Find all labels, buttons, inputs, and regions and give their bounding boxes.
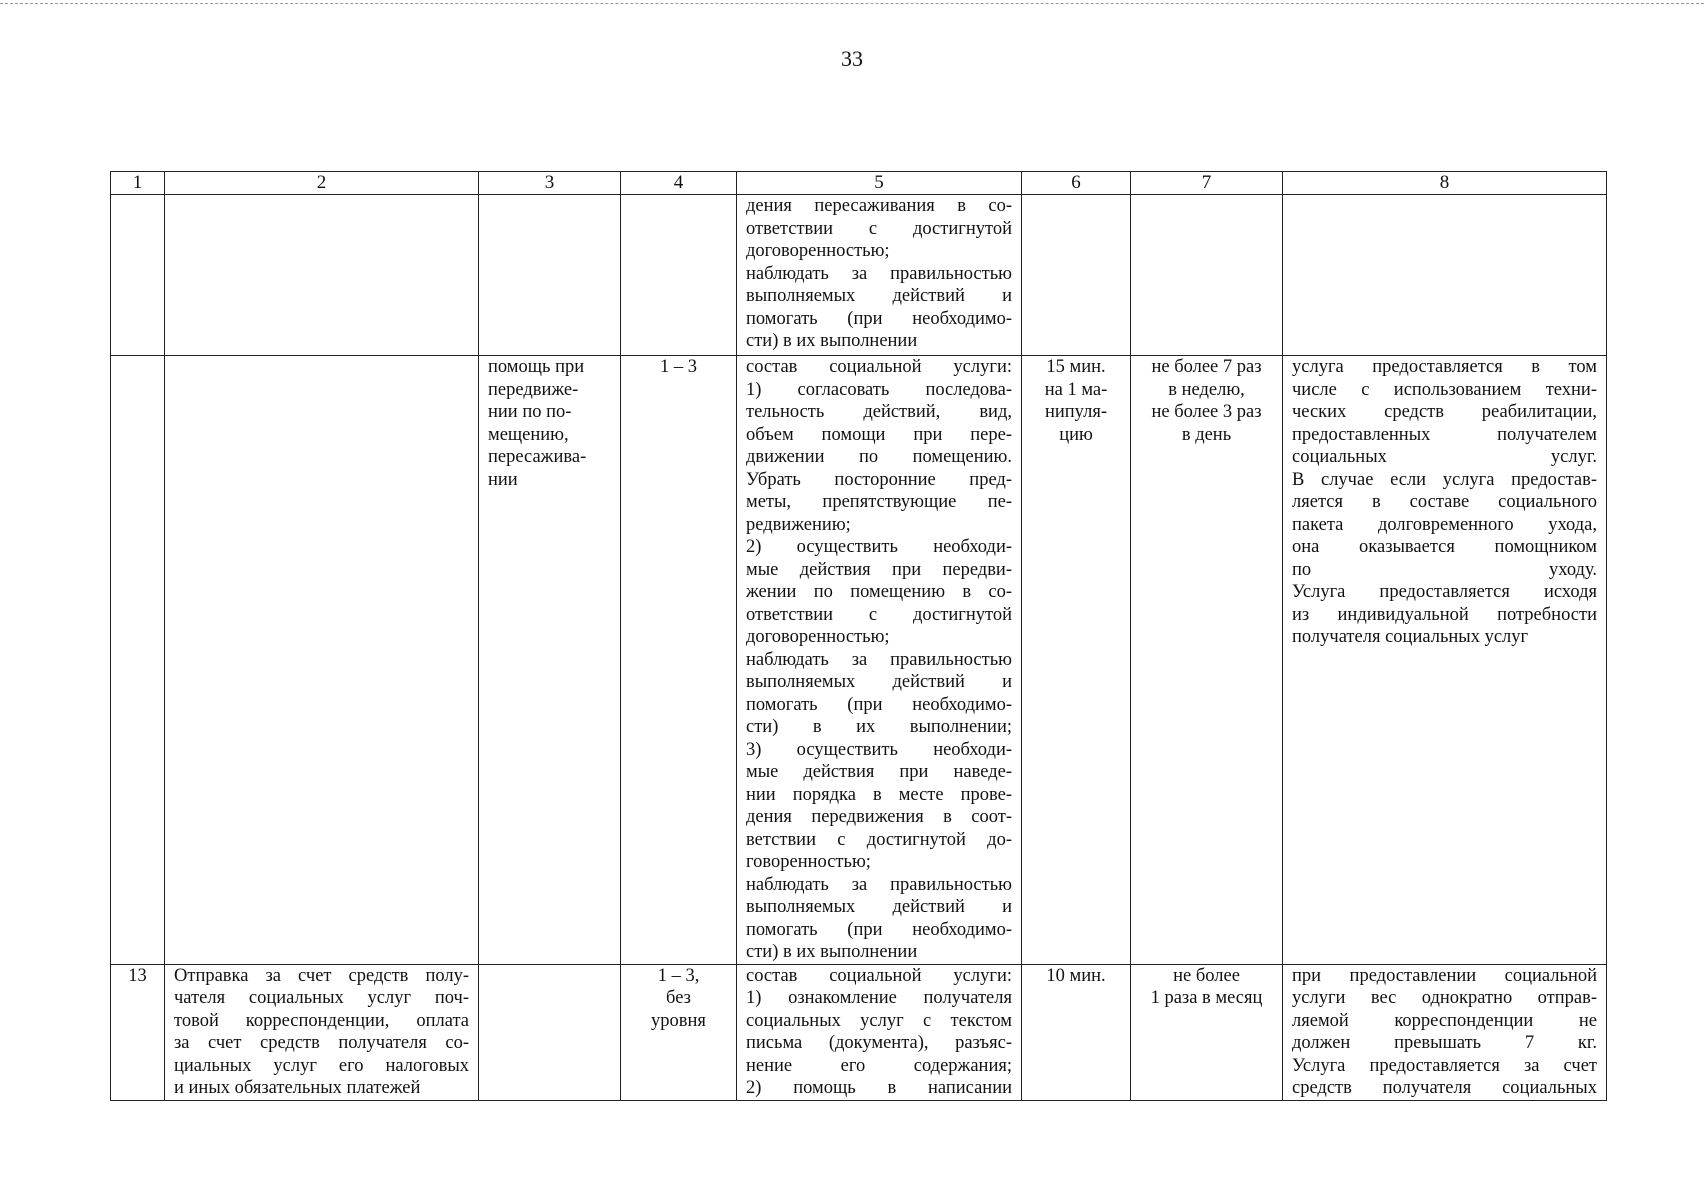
cell-text-line: средств получателя социальных	[1292, 1078, 1597, 1098]
row-c-col-8	[1283, 964, 1607, 1100]
cell-text-line: Услуга предоставляется за счет	[1292, 1055, 1597, 1076]
cell-text-line: в неделю,	[1168, 379, 1245, 400]
cell-text-line: нии порядка в месте прове-	[746, 784, 1012, 805]
row-b-col-8	[1283, 356, 1607, 965]
row-c-col-7	[1131, 964, 1283, 1100]
cell-text-line: предоставленных получателем	[1292, 424, 1597, 445]
cell-text-line: 1 раза в месяц	[1150, 988, 1263, 1008]
cell-text-line: получателя социальных услуг	[1292, 627, 1529, 647]
cell-text-line: из индивидуальной потребности	[1292, 604, 1597, 625]
cell-text-line: помогать (при необходимо-	[746, 694, 1012, 715]
header-col-7: 7	[1131, 172, 1283, 195]
cell-text-line: цию	[1059, 424, 1093, 445]
page-number: 33	[841, 46, 863, 71]
cell-text-line: нии	[488, 469, 518, 490]
cell-text-line: передвиже-	[488, 379, 579, 400]
row-a-col-3	[479, 195, 621, 356]
cell-text-line: объем помощи при пере-	[746, 424, 1012, 445]
cell-text-line: 3) осуществить необходи-	[746, 739, 1012, 760]
cell-text-line: ответствии с достигнутой	[746, 218, 1012, 239]
cell-text-line: при предоставлении социальной	[1292, 965, 1597, 986]
cell-text-line: состав социальной услуги:	[746, 357, 1012, 377]
cell-text-line: 2) помощь в написании	[746, 1078, 1012, 1098]
cell-text-line: не более 3 раз	[1151, 402, 1262, 422]
cell-text-line: говоренностью;	[746, 852, 871, 872]
cell-text-line: 15 мин.	[1046, 357, 1106, 377]
cell-text-line: 2) осуществить необходи-	[746, 537, 1012, 557]
cell-text-line: выполняемых действий и	[746, 672, 1012, 692]
row-b-col-7	[1131, 356, 1283, 965]
cell-text-line: жении по помещению в со-	[746, 582, 1012, 602]
cell-text-line: в день	[1181, 424, 1232, 445]
cell-text-line: товой корреспонденции, оплата	[174, 1010, 469, 1031]
cell-text-line: состав социальной услуги:	[746, 965, 1012, 986]
cell-text-line: уровня	[651, 1010, 706, 1031]
header-col-1: 1	[111, 172, 165, 195]
cell-text-line: сти) в их выполнении	[746, 331, 918, 351]
cell-text-line: Услуга предоставляется исходя	[1292, 582, 1597, 602]
cell-text-line: мые действия при передви-	[746, 559, 1012, 580]
header-col-8: 8	[1283, 172, 1607, 195]
cell-text-line: помогать (при необходимо-	[746, 919, 1012, 940]
cell-text-line: ветствии с достигнутой до-	[746, 829, 1012, 850]
cell-text-line: услуги вес однократно отправ-	[1292, 988, 1597, 1008]
cell-text-line: и иных обязательных платежей	[174, 1078, 421, 1098]
table-row	[111, 964, 1607, 1100]
header-col-3: 3	[479, 172, 621, 195]
row-a-col-1	[111, 195, 165, 356]
cell-text-line: ответствии с достигнутой	[746, 604, 1012, 625]
cell-text-line: письма (документа), разъяс-	[746, 1033, 1012, 1053]
header-col-6: 6	[1022, 172, 1131, 195]
cell-text-line: нение его содержания;	[746, 1055, 1012, 1076]
row-c-col-5	[737, 964, 1022, 1100]
cell-text-line: пакета долговременного ухода,	[1292, 514, 1597, 535]
cell-text-line: чателя социальных услуг поч-	[174, 988, 469, 1008]
cell-text-line: ляется в составе социального	[1292, 492, 1597, 512]
cell-text-line: В случае если услуга предостав-	[1292, 469, 1597, 490]
cell-text-line: помощь при	[488, 357, 585, 377]
header-col-5: 5	[737, 172, 1022, 195]
cell-text-line: редвижению;	[746, 514, 851, 535]
cell-text-line: наблюдать за правильностью	[746, 263, 1012, 284]
cell-text-line: ческих средств реабилитации,	[1292, 402, 1597, 422]
cell-text-line: помогать (при необходимо-	[746, 308, 1012, 329]
cell-text-line: наблюдать за правильностью	[746, 874, 1012, 895]
row-b-col-3	[479, 356, 621, 965]
row-b-col-2	[165, 356, 479, 965]
row-a-col-8	[1283, 195, 1607, 356]
cell-text-line: 1) согласовать последова-	[746, 379, 1012, 400]
cell-text-line: тельность действий, вид,	[746, 402, 1012, 422]
row-a-col-4	[621, 195, 737, 356]
row-c-col-2	[165, 964, 479, 1100]
cell-text-line: она оказывается помощником	[1292, 537, 1597, 557]
table-row	[111, 195, 1607, 356]
header-col-4: 4	[621, 172, 737, 195]
cell-text-line: договоренностью;	[746, 627, 890, 647]
cell-text-line: дения пересаживания в со-	[746, 196, 1012, 216]
row-a-col-7	[1131, 195, 1283, 356]
cell-text-line: ляемой корреспонденции не	[1292, 1010, 1597, 1031]
table-header-row	[111, 172, 1607, 195]
row-c-col-3	[479, 964, 621, 1100]
cell-text-line: 1 – 3,	[657, 965, 700, 986]
cell-text-line: сти) в их выполнении	[746, 942, 918, 962]
row-b-col-5	[737, 356, 1022, 965]
cell-text-line: договоренностью;	[746, 241, 890, 261]
header-col-2: 2	[165, 172, 479, 195]
cell-text-line: движении по помещению.	[746, 447, 1012, 467]
cell-text-line: услуга предоставляется в том	[1292, 357, 1597, 377]
cell-text-line: числе с использованием техни-	[1292, 379, 1597, 400]
cell-text-line: сти) в их выполнении;	[746, 717, 1012, 737]
row-a-col-5	[737, 195, 1022, 356]
cell-text-line: должен превышать 7 кг.	[1292, 1033, 1597, 1053]
row-c-col-4	[621, 964, 737, 1100]
cell-text-line: мые действия при наведе-	[746, 762, 1012, 782]
row-b-col-6	[1022, 356, 1131, 965]
cell-text-line: не более	[1173, 965, 1240, 986]
cell-text-line: мещению,	[488, 424, 569, 445]
cell-text-line: наблюдать за правильностью	[746, 649, 1012, 670]
row-a-col-2	[165, 195, 479, 356]
row-c-col-6: 10 мин.	[1022, 964, 1131, 1100]
scan-top-edge-line	[0, 3, 1704, 4]
services-table	[110, 171, 1607, 1101]
cell-text-line: на 1 ма-	[1044, 379, 1108, 400]
cell-text-line: без	[666, 988, 691, 1008]
cell-text-line: социальных услуг.	[1292, 447, 1597, 467]
cell-text-line: нии по по-	[488, 402, 572, 422]
row-c-col-1: 13	[111, 964, 165, 1100]
cell-text-line: нипуля-	[1044, 402, 1108, 422]
cell-text-line: по уходу.	[1292, 559, 1597, 580]
cell-text-line: дения передвижения в соот-	[746, 807, 1012, 827]
cell-text-line: социальных услуг с текстом	[746, 1010, 1012, 1031]
row-b-col-1	[111, 356, 165, 965]
cell-text-line: Убрать посторонние пред-	[746, 469, 1012, 490]
cell-text-line: выполняемых действий и	[746, 286, 1012, 306]
cell-text-line: выполняемых действий и	[746, 897, 1012, 917]
cell-text-line: меты, препятствующие пе-	[746, 492, 1012, 512]
cell-text-line: пересажива-	[488, 447, 587, 467]
row-a-col-6	[1022, 195, 1131, 356]
table-row	[111, 356, 1607, 965]
cell-text-line: циальных услуг его налоговых	[174, 1055, 469, 1076]
cell-text-line: не более 7 раз	[1151, 357, 1262, 377]
cell-text-line: 1) ознакомление получателя	[746, 988, 1012, 1008]
cell-text-line: за счет средств получателя со-	[174, 1033, 469, 1053]
cell-text-line: Отправка за счет средств полу-	[174, 965, 469, 986]
row-b-col-4: 1 – 3	[621, 356, 737, 965]
